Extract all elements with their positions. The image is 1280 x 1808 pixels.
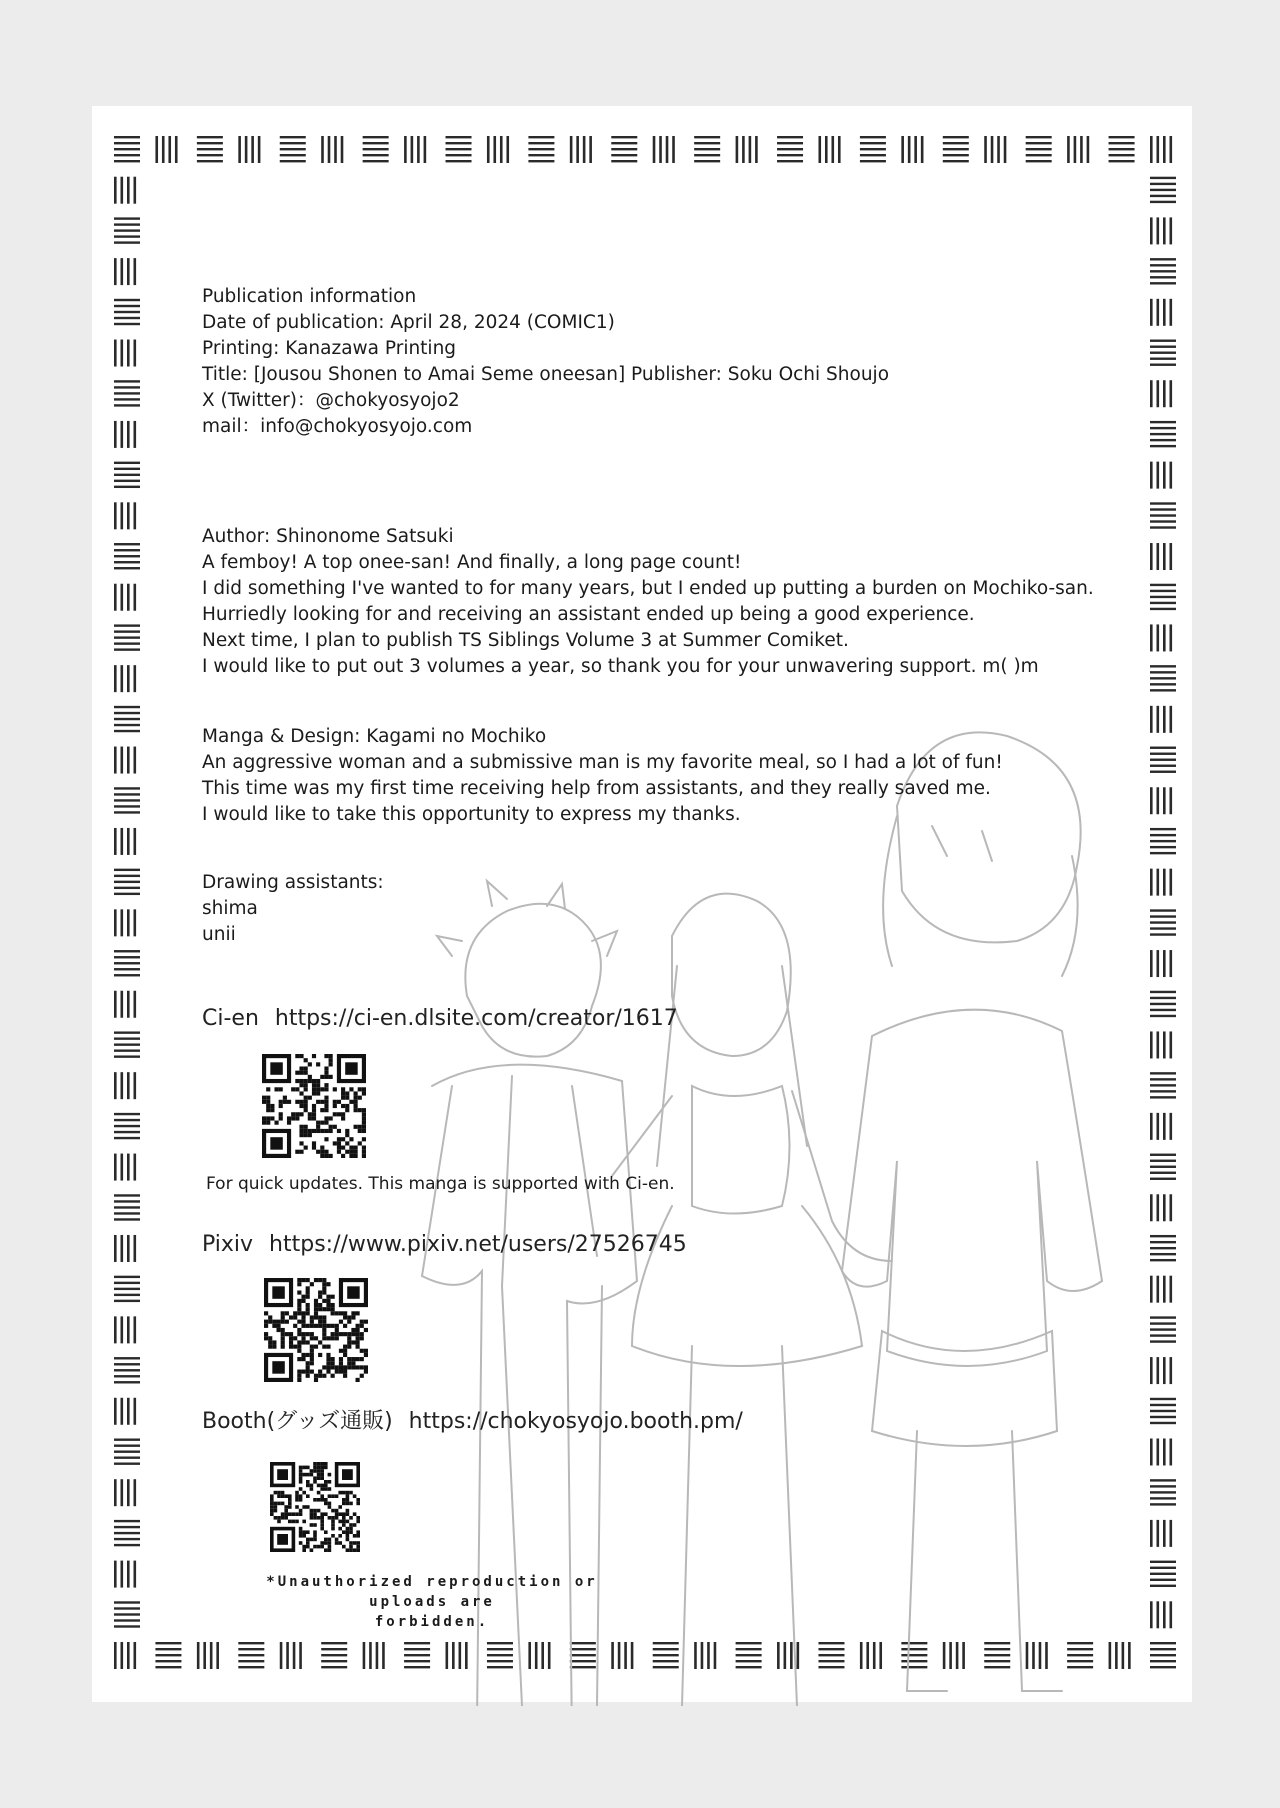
publication-printing: Printing: Kanazawa Printing [202,338,457,359]
page [92,106,1192,1702]
assistants-heading: Drawing assistants: [202,872,384,893]
assistant-name: unii [202,924,236,945]
manga-design-line: An aggressive woman and a submissive man is my favorite meal, so I had a lot of fun! [202,752,1003,773]
booth-label: Booth(グッズ通販) [202,1409,393,1434]
author-line: I would like to put out 3 volumes a year, so thank you for your unwavering support. m( )m [202,656,1039,677]
pixiv-url-link[interactable]: https://www.pixiv.net/users/27526745 [269,1232,687,1257]
character-sketch-illustration [372,706,1232,1706]
cien-link-row [202,1006,678,1031]
publication-heading: Publication information [202,286,417,307]
publication-info [202,284,889,440]
sketch-girl-right [842,732,1102,1691]
warning-line: *Unauthorized reproduction or uploads are [266,1574,598,1610]
warning-line: forbidden. [374,1614,490,1630]
pixiv-qr-code[interactable] [264,1278,368,1382]
author-line: Next time, I plan to publish TS Siblings Volume 3 at Summer Comiket. [202,630,849,651]
booth-qr-code[interactable] [270,1462,360,1552]
author-line: Hurriedly looking for and receiving an assistant ended up being a good experience. [202,604,975,625]
manga-design-line: I would like to take this opportunity to express my thanks. [202,804,741,825]
assistant-name: shima [202,898,258,919]
unauthorized-warning [242,1572,622,1632]
booth-link-row [202,1404,743,1435]
pixiv-label: Pixiv [202,1232,254,1257]
manga-design-line: This time was my first time receiving help from assistants, and they really saved me. [202,778,991,799]
author-heading: Author: Shinonome Satsuki [202,526,454,547]
manga-design-section [202,724,1003,828]
cien-url-link[interactable]: https://ci-en.dlsite.com/creator/1617 [274,1006,678,1031]
publication-title-publisher: Title: [Jousou Shonen to Amai Seme oneesan] Publisher: Soku Ochi Shoujo [202,364,890,385]
author-line: I did something I've wanted to for many years, but I ended up putting a burden on Mochiko-san. [202,578,1094,599]
cien-note: For quick updates. This manga is supported with Ci-en. [206,1174,675,1194]
manga-design-heading: Manga & Design: Kagami no Mochiko [202,726,547,747]
cien-qr-code[interactable] [262,1054,366,1158]
author-section [202,524,1094,680]
assistants-section [202,870,384,948]
author-line: A femboy! A top onee-san! And finally, a long page count! [202,552,742,573]
booth-url-link[interactable]: https://chokyosyojo.booth.pm/ [408,1409,743,1434]
publication-date: Date of publication: April 28, 2024 (COMIC1) [202,312,615,333]
publication-mail: mail：info@chokyosyojo.com [202,416,473,437]
publication-twitter: X (Twitter)：@chokyosyojo2 [202,390,460,411]
cien-label: Ci-en [202,1006,259,1031]
pixiv-link-row [202,1232,687,1257]
